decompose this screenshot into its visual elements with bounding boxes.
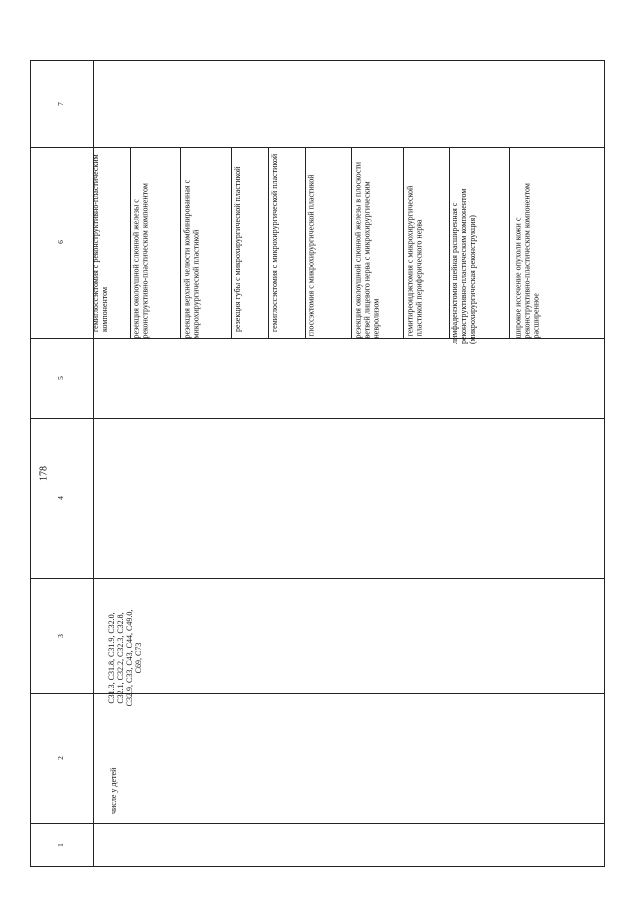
column-number-2: 2 bbox=[56, 756, 65, 760]
medical-procedures-table bbox=[30, 60, 605, 867]
column-number-1: 1 bbox=[56, 843, 65, 847]
item-separator bbox=[509, 147, 510, 338]
item-separator bbox=[351, 147, 352, 338]
procedure-item: резекция верхней челюсти комбинированная с микрохирургической пластикой bbox=[182, 179, 201, 339]
procedure-item: резекция околоушной слюнной железы с реконструктивно-пластическим компонентом bbox=[131, 183, 150, 339]
procedure-item: глоссэктомия с микрохирургической пластикой bbox=[306, 174, 316, 337]
column-number-5: 5 bbox=[56, 376, 65, 380]
icd-codes-cell: C31.3, C31.8, C31.9, C32.0, C32.1, C32.2, C32.3, C32.8, C32.9, C33, C43, C44, C49.0, C69, C73 bbox=[107, 609, 143, 707]
col-separator-7-6 bbox=[31, 147, 604, 148]
column-number-3: 3 bbox=[56, 634, 65, 638]
procedure-item: резекция губы с микрохирургической пластикой bbox=[233, 166, 242, 332]
procedure-item: лимфаденэктомия шейная расширенная с реконструктивно-пластическим компонентом (микрохирургическая реконструкция) bbox=[450, 188, 477, 344]
procedure-item: гемитиреоидэктомия с микрохирургической пластикой периферического нерва bbox=[405, 185, 424, 337]
item-separator bbox=[403, 147, 404, 338]
col-separator-2-1 bbox=[31, 823, 604, 824]
category-cell: числе у детей bbox=[109, 767, 118, 814]
procedure-item: гемиглоссэктомия с микрохирургической пластикой bbox=[270, 153, 279, 332]
item-separator bbox=[180, 147, 181, 338]
col-separator-4-3 bbox=[31, 578, 604, 579]
column-number-4: 4 bbox=[56, 496, 65, 500]
column-number-7: 7 bbox=[56, 102, 65, 106]
procedure-item: резекция околоушной слюнной железы в плоскости ветвей лицевого нерва с микрохирургическим невролизом bbox=[353, 161, 381, 339]
item-separator bbox=[231, 147, 232, 338]
procedure-item: гемиглоссэктомия с реконструктивно-пластическим компонентом bbox=[91, 154, 109, 332]
procedure-item: широкое иссечение опухоли кожи с реконструктивно-пластическим компонентом расширенное bbox=[513, 183, 541, 339]
item-separator bbox=[268, 147, 269, 338]
col-separator-5-4 bbox=[31, 418, 604, 419]
column-number-6: 6 bbox=[56, 240, 65, 244]
page-number: 178 bbox=[38, 466, 50, 481]
